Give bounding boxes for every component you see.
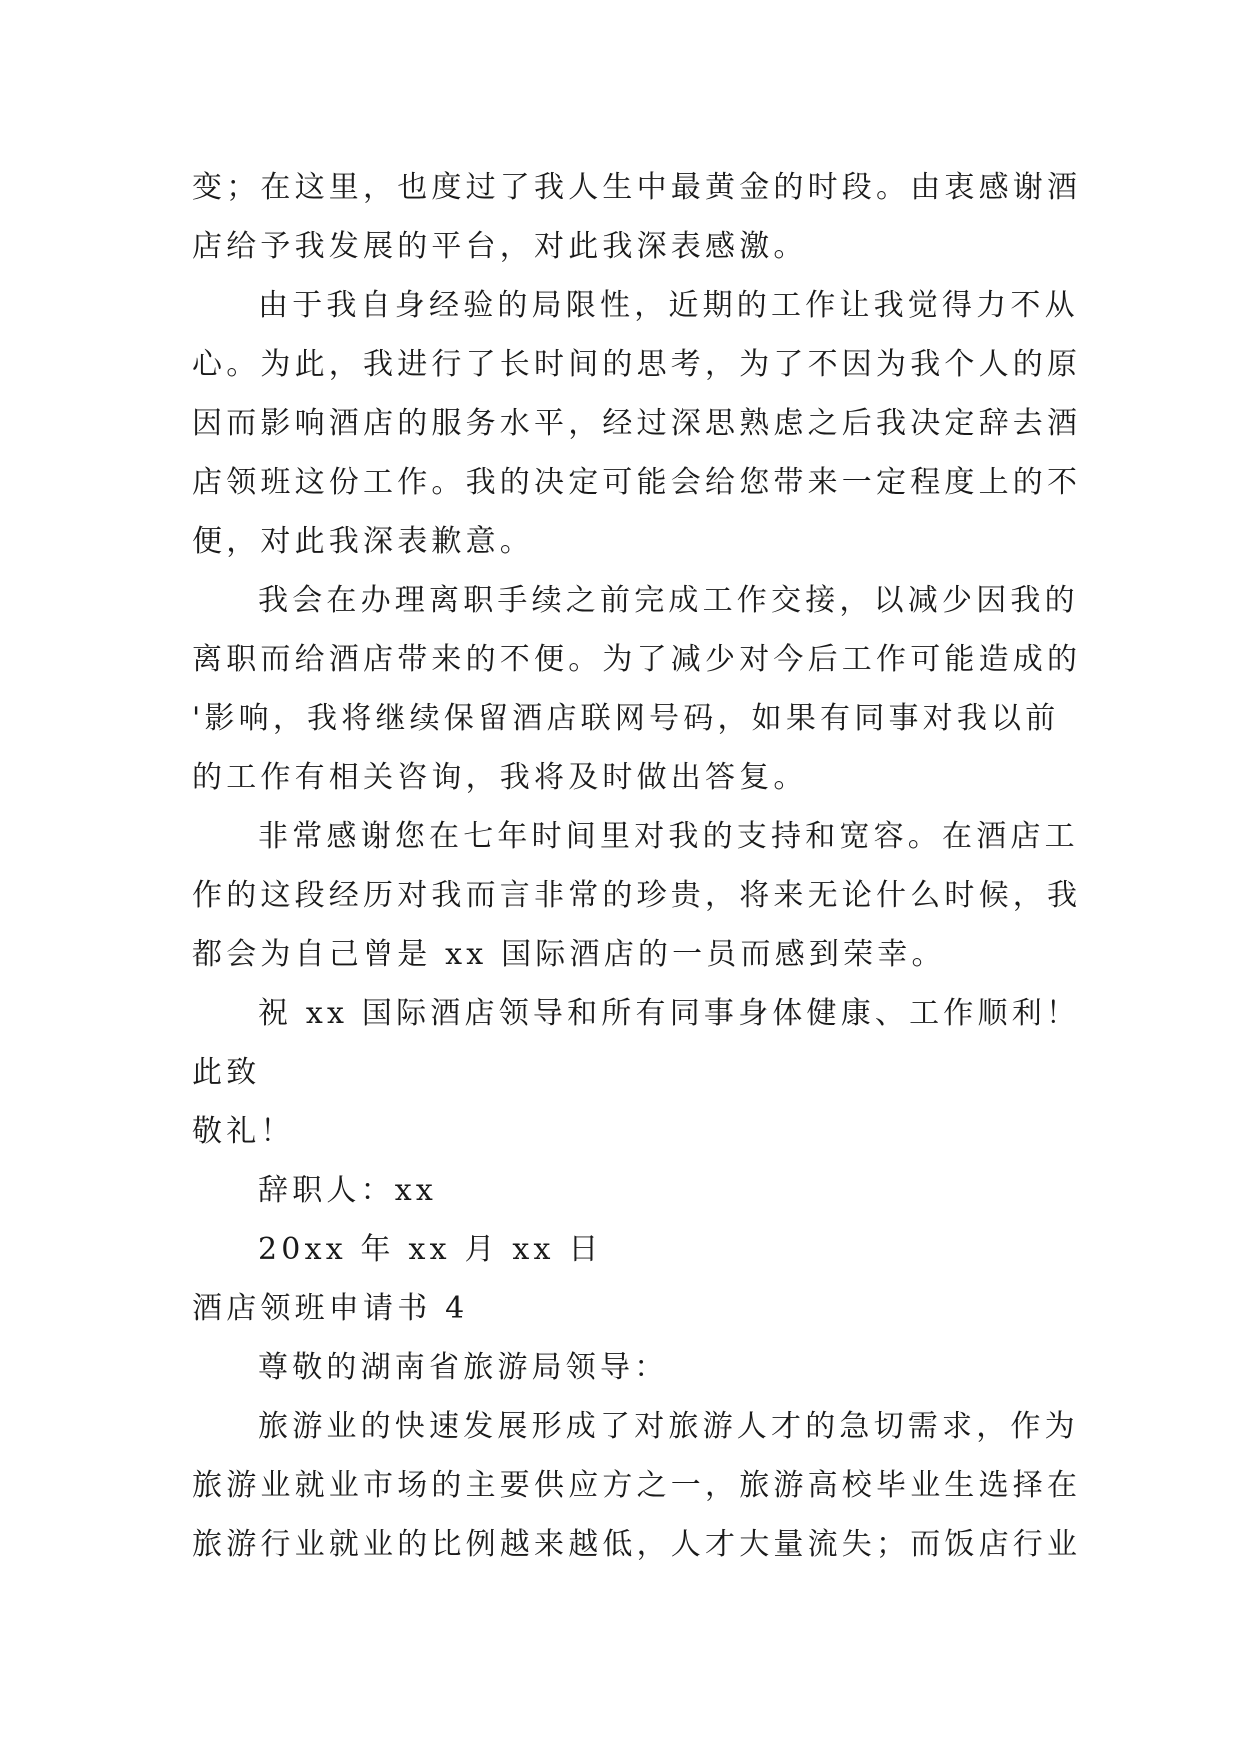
paragraph-line: 旅游业就业市场的主要供应方之一，旅游高校毕业生选择在: [192, 1468, 1082, 1503]
paragraph-line: 由于我自身经验的局限性，近期的工作让我觉得力不从: [258, 288, 1079, 323]
paragraph-line: 心。为此，我进行了长时间的思考，为了不因为我个人的原: [192, 347, 1082, 382]
signature-date: 20xx 年 xx 月 xx 日: [258, 1232, 603, 1267]
paragraph-line: 旅游行业就业的比例越来越低，人才大量流失；而饭店行业: [192, 1527, 1082, 1562]
document-body: [192, 158, 1082, 1574]
paragraph-line: 非常感谢您在七年时间里对我的支持和宽容。在酒店工: [258, 819, 1079, 854]
closing-salutation: 此致: [192, 1055, 261, 1090]
signature-name: 辞职人：xx: [258, 1173, 438, 1208]
paragraph-line: 作的这段经历对我而言非常的珍贵，将来无论什么时候，我: [192, 878, 1082, 913]
paragraph-line: 我会在办理离职手续之前完成工作交接，以减少因我的: [258, 583, 1079, 618]
paragraph-line: 店领班这份工作。我的决定可能会给您带来一定程度上的不: [192, 465, 1082, 500]
paragraph-line: 旅游业的快速发展形成了对旅游人才的急切需求，作为: [258, 1409, 1079, 1444]
paragraph-line: 都会为自己曾是 xx 国际酒店的一员而感到荣幸。: [192, 937, 946, 972]
paragraph-line: 店给予我发展的平台，对此我深表感激。: [192, 229, 808, 264]
paragraph-line: '影响，我将继续保留酒店联网号码，如果有同事对我以前: [192, 701, 1060, 736]
paragraph-line: 因而影响酒店的服务水平，经过深思熟虑之后我决定辞去酒: [192, 406, 1082, 441]
letter-greeting: 尊敬的湖南省旅游局领导：: [258, 1350, 669, 1385]
section-title: 酒店领班申请书 4: [192, 1291, 469, 1326]
closing-regards: 敬礼！: [192, 1114, 295, 1149]
closing-wish: 祝 xx 国际酒店领导和所有同事身体健康、工作顺利！: [258, 996, 1081, 1031]
paragraph-line: 的工作有相关咨询，我将及时做出答复。: [192, 760, 808, 795]
paragraph-line: 变；在这里，也度过了我人生中最黄金的时段。由衷感谢酒: [192, 170, 1082, 205]
paragraph-line: 离职而给酒店带来的不便。为了减少对今后工作可能造成的: [192, 642, 1082, 677]
paragraph-line: 便，对此我深表歉意。: [192, 524, 534, 559]
